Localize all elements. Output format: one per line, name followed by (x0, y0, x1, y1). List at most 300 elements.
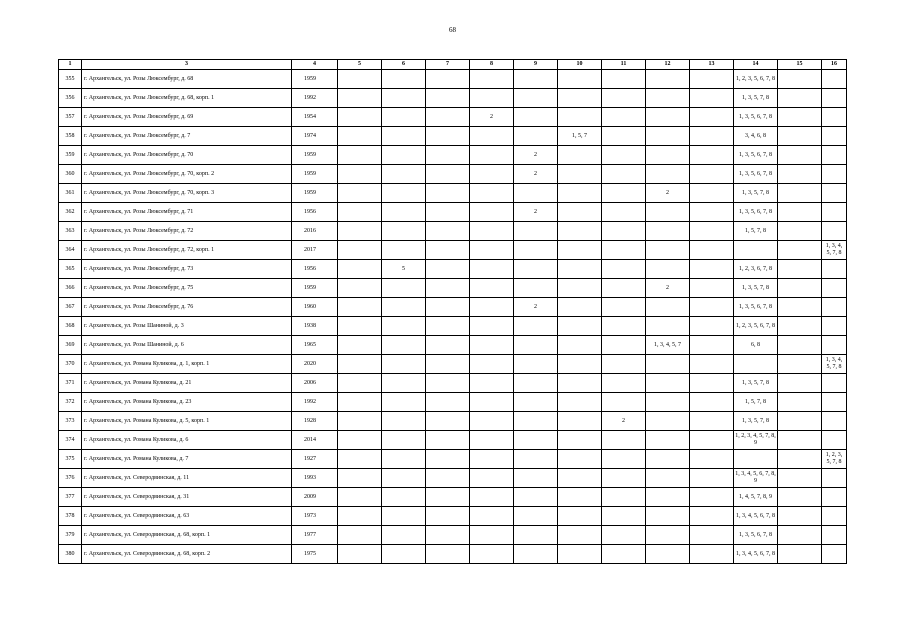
table-cell (778, 127, 822, 146)
table-cell (338, 526, 382, 545)
table-cell (690, 469, 734, 488)
year-cell: 1959 (292, 165, 338, 184)
table-cell (382, 412, 426, 431)
table-cell (558, 507, 602, 526)
table-cell (338, 545, 382, 564)
table-cell (338, 393, 382, 412)
table-row (59, 203, 847, 222)
table-row (59, 393, 847, 412)
table-cell (778, 184, 822, 203)
table-cell: 3, 4, 6, 8 (734, 127, 778, 146)
table-cell: 2 (602, 412, 646, 431)
table-cell (338, 146, 382, 165)
table-cell (822, 89, 847, 108)
table-cell: 1, 3, 5, 6, 7, 8 (734, 203, 778, 222)
column-header-9: 9 (514, 60, 558, 70)
register-table (58, 59, 847, 564)
table-cell (426, 260, 470, 279)
row-number-cell: 357 (59, 108, 82, 127)
table-cell (470, 507, 514, 526)
address-cell: г. Архангельск, ул. Северодвинская, д. 63 (82, 507, 292, 526)
table-row (59, 317, 847, 336)
table-cell (558, 260, 602, 279)
table-cell (690, 545, 734, 564)
table-cell (470, 431, 514, 450)
table-cell (690, 431, 734, 450)
table-row (59, 127, 847, 146)
table-cell (646, 374, 690, 393)
address-cell: г. Архангельск, ул. Розы Люксембург, д. 71 (82, 203, 292, 222)
table-cell (382, 298, 426, 317)
table-cell: 1, 2, 3, 4, 5, 7, 8, 9 (734, 431, 778, 450)
table-cell (778, 279, 822, 298)
table-cell (514, 222, 558, 241)
table-cell (514, 450, 558, 469)
address-cell: г. Архангельск, ул. Розы Люксембург, д. 70 (82, 146, 292, 165)
table-row (59, 70, 847, 89)
table-cell (470, 127, 514, 146)
address-cell: г. Архангельск, ул. Розы Люксембург, д. 69 (82, 108, 292, 127)
table-cell (822, 298, 847, 317)
table-cell (778, 393, 822, 412)
table-cell (778, 336, 822, 355)
row-number-cell: 366 (59, 279, 82, 298)
table-cell (558, 279, 602, 298)
column-header-13: 13 (690, 60, 734, 70)
year-cell: 1959 (292, 279, 338, 298)
table-cell (558, 488, 602, 507)
address-cell: г. Архангельск, ул. Розы Люксембург, д. 76 (82, 298, 292, 317)
table-cell (602, 336, 646, 355)
table-cell: 1, 3, 5, 6, 7, 8 (734, 146, 778, 165)
table-cell (690, 317, 734, 336)
table-cell (558, 450, 602, 469)
table-cell (734, 241, 778, 260)
table-cell (646, 127, 690, 146)
table-cell (602, 70, 646, 89)
table-cell (382, 393, 426, 412)
table-cell (602, 260, 646, 279)
table-cell (558, 317, 602, 336)
table-cell (382, 89, 426, 108)
row-number-cell: 380 (59, 545, 82, 564)
table-cell: 2 (514, 298, 558, 317)
table-cell (646, 89, 690, 108)
table-cell (426, 355, 470, 374)
table-cell (602, 89, 646, 108)
table-cell (338, 203, 382, 222)
table-cell (426, 450, 470, 469)
table-cell (602, 355, 646, 374)
column-header-10: 10 (558, 60, 602, 70)
table-cell (558, 203, 602, 222)
table-cell (822, 488, 847, 507)
table-cell: 1, 3, 4, 5, 6, 7, 8, 9 (734, 469, 778, 488)
table-cell (690, 260, 734, 279)
table-cell (470, 336, 514, 355)
table-cell (646, 317, 690, 336)
table-cell (426, 165, 470, 184)
address-cell: г. Архангельск, ул. Северодвинская, д. 68, корп. 2 (82, 545, 292, 564)
table-cell: 2 (514, 203, 558, 222)
table-cell (778, 241, 822, 260)
table-cell: 5 (382, 260, 426, 279)
row-number-cell: 370 (59, 355, 82, 374)
table-cell (646, 526, 690, 545)
table-cell (558, 545, 602, 564)
table-cell (382, 279, 426, 298)
column-header-5: 5 (338, 60, 382, 70)
table-cell (778, 203, 822, 222)
table-cell (426, 469, 470, 488)
table-cell (602, 374, 646, 393)
table-cell (778, 507, 822, 526)
year-cell: 1975 (292, 545, 338, 564)
table-cell (822, 507, 847, 526)
table-cell (338, 279, 382, 298)
table-row (59, 279, 847, 298)
table-cell (470, 184, 514, 203)
table-cell (470, 279, 514, 298)
table-cell: 1, 3, 4, 5, 6, 7, 8 (734, 545, 778, 564)
table-cell (646, 260, 690, 279)
table-cell (338, 431, 382, 450)
table-cell (338, 336, 382, 355)
table-cell (646, 469, 690, 488)
year-cell: 1956 (292, 260, 338, 279)
table-cell (778, 222, 822, 241)
table-cell: 1, 3, 5, 6, 7, 8 (734, 298, 778, 317)
table-cell (338, 108, 382, 127)
row-number-cell: 356 (59, 89, 82, 108)
table-cell (822, 317, 847, 336)
year-cell: 1992 (292, 89, 338, 108)
table-cell (646, 393, 690, 412)
table-cell: 1, 3, 5, 7, 8 (734, 374, 778, 393)
table-cell (558, 412, 602, 431)
table-cell (426, 184, 470, 203)
table-cell (514, 412, 558, 431)
table-cell (734, 450, 778, 469)
table-cell (514, 241, 558, 260)
table-cell (822, 127, 847, 146)
table-cell (558, 298, 602, 317)
table-cell: 2 (646, 184, 690, 203)
column-header-11: 11 (602, 60, 646, 70)
address-cell: г. Архангельск, ул. Романа Куликова, д. 7 (82, 450, 292, 469)
table-cell: 1, 3, 4, 5, 7 (646, 336, 690, 355)
table-cell (778, 488, 822, 507)
table-cell (382, 203, 426, 222)
table-cell (514, 355, 558, 374)
table-cell (646, 488, 690, 507)
table-cell (338, 317, 382, 336)
table-cell (382, 127, 426, 146)
table-cell (514, 127, 558, 146)
table-cell (514, 393, 558, 412)
table-cell (338, 222, 382, 241)
year-cell: 1956 (292, 203, 338, 222)
table-cell (646, 241, 690, 260)
table-cell (558, 70, 602, 89)
table-cell: 1, 3, 4, 5, 6, 7, 8 (734, 507, 778, 526)
row-number-cell: 361 (59, 184, 82, 203)
table-cell (338, 412, 382, 431)
table-cell (690, 298, 734, 317)
row-number-cell: 359 (59, 146, 82, 165)
table-cell (470, 488, 514, 507)
table-cell (470, 222, 514, 241)
year-cell: 2017 (292, 241, 338, 260)
table-cell (514, 89, 558, 108)
table-cell (470, 165, 514, 184)
table-cell (690, 241, 734, 260)
header-row (59, 60, 847, 70)
table-row (59, 241, 847, 260)
table-body (59, 70, 847, 564)
row-number-cell: 376 (59, 469, 82, 488)
row-number-cell: 377 (59, 488, 82, 507)
table-cell (426, 108, 470, 127)
table-cell (602, 108, 646, 127)
table-cell (822, 146, 847, 165)
table-cell: 1, 3, 4, 5, 7, 8 (822, 355, 847, 374)
row-number-cell: 373 (59, 412, 82, 431)
table-cell (338, 469, 382, 488)
table-cell (514, 469, 558, 488)
table-cell (646, 203, 690, 222)
table-cell (690, 450, 734, 469)
column-header-14: 14 (734, 60, 778, 70)
table-cell (382, 336, 426, 355)
row-number-cell: 362 (59, 203, 82, 222)
table-cell (338, 89, 382, 108)
table-cell (382, 355, 426, 374)
address-cell: г. Архангельск, ул. Романа Куликова, д. 1, корп. 1 (82, 355, 292, 374)
address-cell: г. Архангельск, ул. Розы Люксембург, д. 72 (82, 222, 292, 241)
table-cell (822, 336, 847, 355)
table-cell (690, 279, 734, 298)
row-number-cell: 365 (59, 260, 82, 279)
table-cell: 1, 2, 3, 5, 7, 8 (822, 450, 847, 469)
table-cell (690, 355, 734, 374)
table-cell (514, 336, 558, 355)
table-row (59, 336, 847, 355)
table-row (59, 507, 847, 526)
row-number-cell: 375 (59, 450, 82, 469)
table-cell (514, 260, 558, 279)
row-number-cell: 363 (59, 222, 82, 241)
table-cell (470, 70, 514, 89)
table-row (59, 222, 847, 241)
table-cell: 1, 4, 5, 7, 8, 9 (734, 488, 778, 507)
table-cell: 1, 5, 7, 8 (734, 222, 778, 241)
table-row (59, 545, 847, 564)
table-cell (426, 89, 470, 108)
table-row (59, 260, 847, 279)
table-cell (778, 70, 822, 89)
table-cell (602, 488, 646, 507)
table-cell (338, 165, 382, 184)
table-cell (690, 488, 734, 507)
table-cell (690, 108, 734, 127)
table-cell (690, 412, 734, 431)
table-cell (602, 469, 646, 488)
table-cell (558, 241, 602, 260)
address-cell: г. Архангельск, ул. Романа Куликова, д. 21 (82, 374, 292, 393)
table-cell (822, 260, 847, 279)
row-number-cell: 364 (59, 241, 82, 260)
table-cell (426, 431, 470, 450)
table-cell (734, 355, 778, 374)
table-row (59, 165, 847, 184)
table-row (59, 526, 847, 545)
table-cell (338, 374, 382, 393)
table-cell (778, 89, 822, 108)
table-cell (470, 241, 514, 260)
table-row (59, 450, 847, 469)
table-cell: 1, 2, 3, 6, 7, 8 (734, 260, 778, 279)
table-cell (558, 393, 602, 412)
table-row (59, 146, 847, 165)
table-cell (470, 412, 514, 431)
column-header-3: 3 (82, 60, 292, 70)
table-cell (822, 184, 847, 203)
table-cell (338, 260, 382, 279)
table-cell: 1, 2, 3, 5, 6, 7, 8 (734, 317, 778, 336)
table-cell (778, 412, 822, 431)
year-cell: 1927 (292, 450, 338, 469)
year-cell: 2006 (292, 374, 338, 393)
table-cell (602, 165, 646, 184)
address-cell: г. Архангельск, ул. Северодвинская, д. 11 (82, 469, 292, 488)
table-cell: 1, 2, 3, 5, 6, 7, 8 (734, 70, 778, 89)
address-cell: г. Архангельск, ул. Розы Люксембург, д. 68, корп. 1 (82, 89, 292, 108)
table-row (59, 469, 847, 488)
table-cell: 2 (646, 279, 690, 298)
address-cell: г. Архангельск, ул. Романа Куликова, д. 23 (82, 393, 292, 412)
table-cell (690, 165, 734, 184)
table-cell (558, 374, 602, 393)
table-cell (778, 317, 822, 336)
table-cell: 1, 3, 4, 5, 7, 8 (822, 241, 847, 260)
table-cell (338, 507, 382, 526)
table-cell: 1, 3, 5, 6, 7, 8 (734, 526, 778, 545)
table-cell (646, 70, 690, 89)
table-cell (558, 222, 602, 241)
table-cell (426, 545, 470, 564)
year-cell: 2016 (292, 222, 338, 241)
address-cell: г. Архангельск, ул. Розы Шаниной, д. 3 (82, 317, 292, 336)
table-cell (382, 374, 426, 393)
table-cell (382, 146, 426, 165)
column-header-16: 16 (822, 60, 847, 70)
table-cell (558, 89, 602, 108)
table-cell (382, 545, 426, 564)
table-cell (602, 127, 646, 146)
column-header-1: 1 (59, 60, 82, 70)
table-cell (690, 184, 734, 203)
year-cell: 1959 (292, 146, 338, 165)
table-cell (602, 146, 646, 165)
table-cell: 1, 5, 7, 8 (734, 393, 778, 412)
table-cell (470, 317, 514, 336)
row-number-cell: 379 (59, 526, 82, 545)
table-row (59, 412, 847, 431)
table-cell (426, 203, 470, 222)
table-cell (822, 279, 847, 298)
column-header-12: 12 (646, 60, 690, 70)
table-row (59, 108, 847, 127)
table-cell (690, 89, 734, 108)
table-cell (690, 203, 734, 222)
table-cell (690, 127, 734, 146)
table-cell (558, 355, 602, 374)
table-cell (338, 298, 382, 317)
table-cell (602, 450, 646, 469)
table-cell (470, 89, 514, 108)
table-cell (778, 165, 822, 184)
row-number-cell: 355 (59, 70, 82, 89)
table-cell (646, 108, 690, 127)
table-cell (426, 336, 470, 355)
column-header-6: 6 (382, 60, 426, 70)
year-cell: 1974 (292, 127, 338, 146)
table-cell (382, 165, 426, 184)
table-cell (382, 488, 426, 507)
table-cell (602, 545, 646, 564)
table-cell (778, 298, 822, 317)
table-row (59, 431, 847, 450)
table-cell (602, 393, 646, 412)
row-number-cell: 374 (59, 431, 82, 450)
table-row (59, 488, 847, 507)
table-row (59, 298, 847, 317)
table-cell (646, 146, 690, 165)
table-cell (338, 355, 382, 374)
table-cell (514, 507, 558, 526)
year-cell: 2014 (292, 431, 338, 450)
table-cell (426, 241, 470, 260)
table-cell (646, 507, 690, 526)
year-cell: 1959 (292, 70, 338, 89)
address-cell: г. Архангельск, ул. Розы Люксембург, д. 72, корп. 1 (82, 241, 292, 260)
table-row (59, 89, 847, 108)
table-cell (822, 374, 847, 393)
table-cell (822, 393, 847, 412)
table-cell (822, 165, 847, 184)
table-cell (822, 469, 847, 488)
table-cell (646, 450, 690, 469)
table-cell (690, 336, 734, 355)
table-cell (426, 317, 470, 336)
table-cell (426, 393, 470, 412)
row-number-cell: 368 (59, 317, 82, 336)
table-cell (382, 526, 426, 545)
table-cell (822, 108, 847, 127)
address-cell: г. Архангельск, ул. Розы Люксембург, д. 68 (82, 70, 292, 89)
table-cell (514, 317, 558, 336)
table-cell (646, 431, 690, 450)
row-number-cell: 372 (59, 393, 82, 412)
table-cell (382, 450, 426, 469)
table-cell (778, 260, 822, 279)
table-cell (470, 355, 514, 374)
address-cell: г. Архангельск, ул. Романа Куликова, д. 6 (82, 431, 292, 450)
row-number-cell: 369 (59, 336, 82, 355)
table-cell (426, 374, 470, 393)
table-cell (514, 279, 558, 298)
